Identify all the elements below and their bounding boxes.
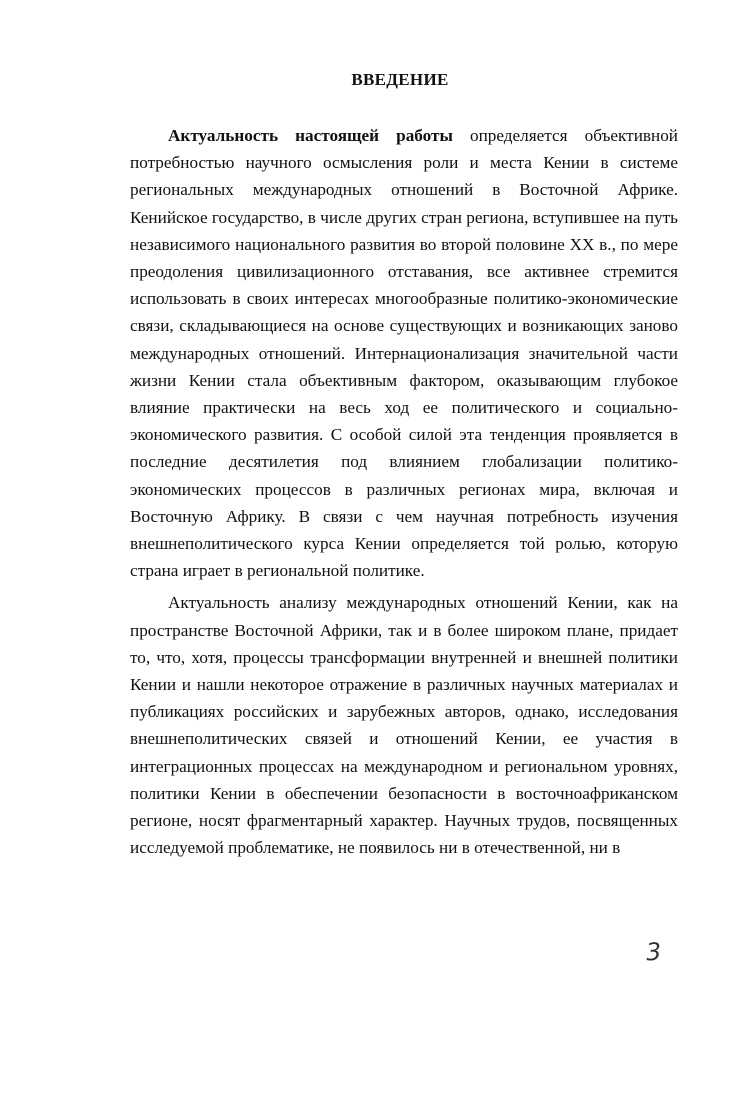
section-heading: ВВЕДЕНИЕ xyxy=(351,70,449,89)
paragraph-text: Актуальность анализу международных отношений Кении, как на пространстве Восточной Африки, так и в более широком плане, придает то, что, хотя, процессы трансформации внутренней и внешней политики Кении и нашли некоторое отражение в различных научных материалах и публикациях российских и зарубежных авторов, однако, исследования внешнеполитических связей и отношений Кении, ее участия в интеграционных процессах на международном и региональном уровнях, политики Кении в обеспечении безопасности в восточноафриканском регионе, носят фрагментарный характер. Научных трудов, посвященных исследуемой проблематике, не появилось ни в отечественной, ни в xyxy=(130,593,678,858)
paragraph-1 xyxy=(130,122,678,584)
handwritten-page-number: 3 xyxy=(645,937,663,967)
paragraph-text: определяется объективной потребностью научного осмысления роли и места Кении в системе региональных международных отношений в Восточной Африке. Кенийское государство, в числе других стран региона, вступившее на путь независимого национального развития во второй половине XX в., по мере преодоления цивилизационного отставания, все активнее стремится использовать в своих интересах многообразные политико-экономические связи, складывающиеся на основе существующих и возникающих заново международных отношений. Интернационализация значительной части жизни Кении стала объективным фактором, оказывающим глубокое влияние практически на весь ход ее политического и социально-экономического развития. С особой силой эта тенденция проявляется в последние десятилетия под влиянием глобализации политико-экономических процессов в различных регионах мира, включая и Восточную Африку. В связи с чем научная потребность изучения внешнеполитического курса Кении определяется той ролью, которую страна играет в региональной политике. xyxy=(130,126,678,581)
paragraph-lead-bold: Актуальность настоящей работы xyxy=(168,126,453,145)
paragraph-2 xyxy=(130,589,678,861)
body-text xyxy=(130,122,678,866)
